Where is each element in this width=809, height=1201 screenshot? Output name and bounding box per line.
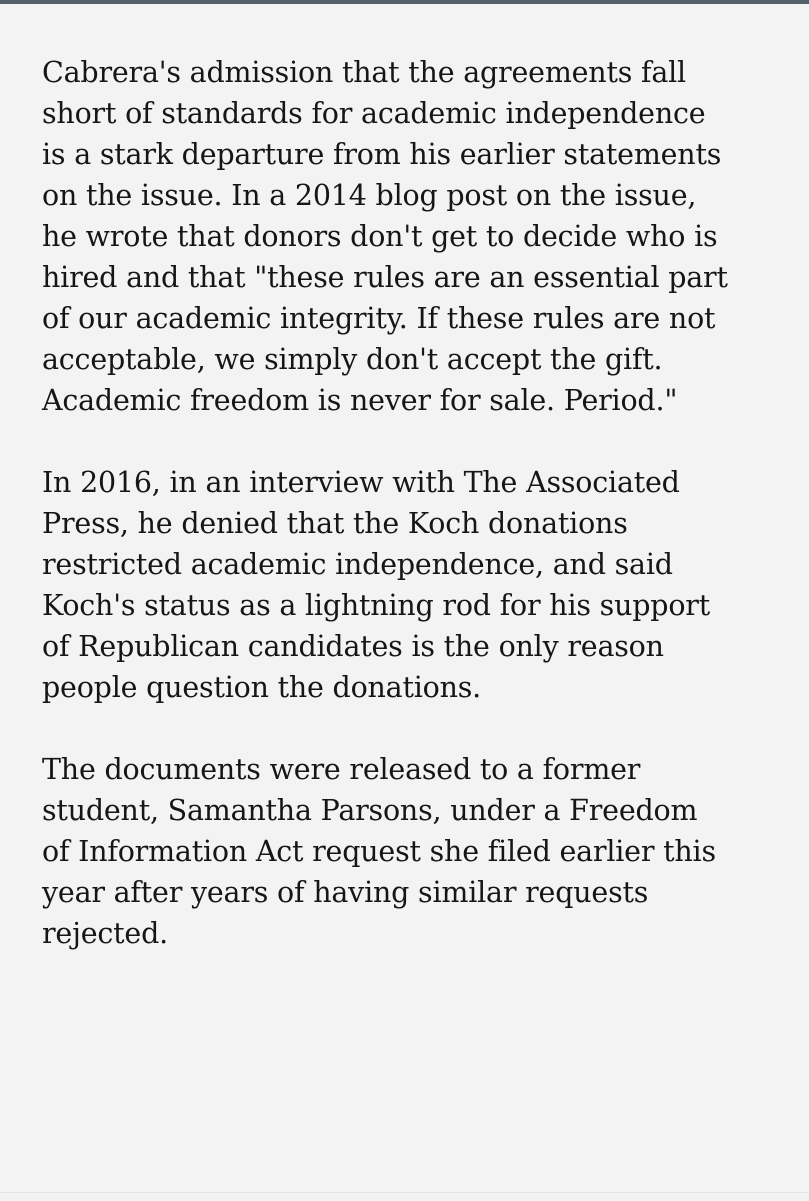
text-line: of Republican candidates is the only reason bbox=[42, 630, 664, 663]
text-line: acceptable, we simply don't accept the gift. bbox=[42, 343, 663, 376]
text-line: restricted academic independence, and said bbox=[42, 548, 673, 581]
top-status-bar bbox=[0, 0, 809, 4]
text-line: of Information Act request she filed earlier this bbox=[42, 835, 716, 868]
text-line: he wrote that donors don't get to decide who is bbox=[42, 220, 718, 253]
article-paragraph-3 bbox=[42, 749, 782, 954]
text-line: Academic freedom is never for sale. Period." bbox=[42, 384, 678, 417]
text-line: Koch's status as a lightning rod for his support bbox=[42, 589, 710, 622]
text-line: The documents were released to a former bbox=[42, 753, 641, 786]
text-line: student, Samantha Parsons, under a Freedom bbox=[42, 794, 698, 827]
text-line: on the issue. In a 2014 blog post on the issue, bbox=[42, 179, 697, 212]
text-line: short of standards for academic independence bbox=[42, 97, 706, 130]
article-paragraph-2 bbox=[42, 462, 782, 708]
article-body bbox=[42, 52, 782, 995]
text-line: of our academic integrity. If these rules are not bbox=[42, 302, 716, 335]
text-line: hired and that "these rules are an essential part bbox=[42, 261, 728, 294]
text-line: rejected. bbox=[42, 917, 168, 950]
text-line: is a stark departure from his earlier statements bbox=[42, 138, 722, 171]
text-line: In 2016, in an interview with The Associated bbox=[42, 466, 680, 499]
text-line: Press, he denied that the Koch donations bbox=[42, 507, 628, 540]
text-line: year after years of having similar requests bbox=[42, 876, 649, 909]
text-line: Cabrera's admission that the agreements fall bbox=[42, 56, 686, 89]
article-paragraph-1 bbox=[42, 52, 782, 421]
text-line: people question the donations. bbox=[42, 671, 482, 704]
